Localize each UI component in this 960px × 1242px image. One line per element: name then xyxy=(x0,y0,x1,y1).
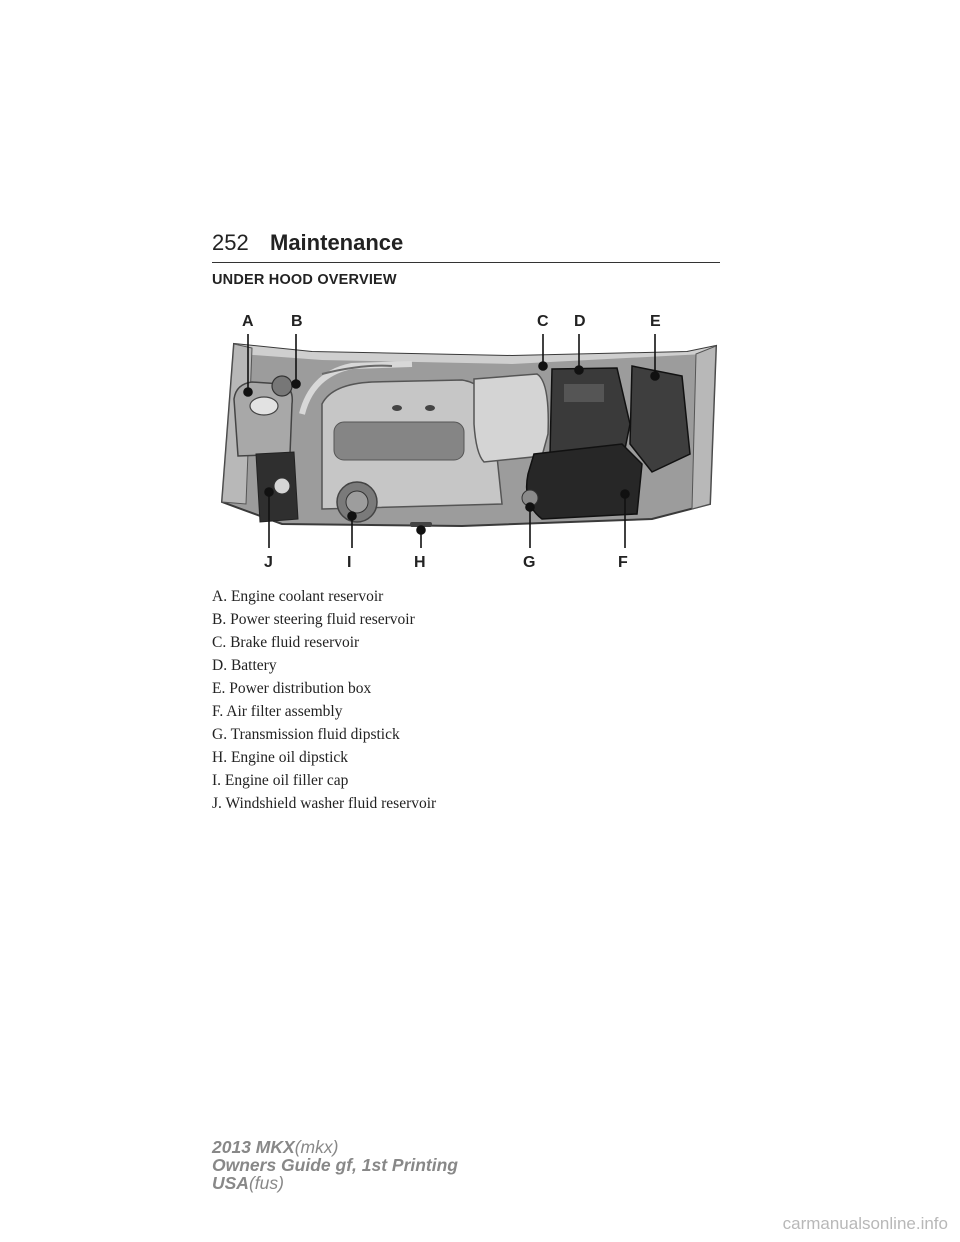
legend-item: F. Air filter assembly xyxy=(212,703,343,720)
legend-item: D. Battery xyxy=(212,657,277,674)
oil-filler-cap-center xyxy=(346,491,368,513)
callout-c: C xyxy=(537,313,549,330)
footer-model: 2013 MKX xyxy=(212,1137,295,1157)
legend-item: E. Power distribution box xyxy=(212,680,372,697)
footer-market-code: (fus) xyxy=(248,1173,284,1193)
footer-edition: Owners Guide gf, 1st Printing xyxy=(212,1155,458,1175)
cover-bolt xyxy=(392,405,402,411)
intake-plenum xyxy=(334,422,464,460)
footer-market: USA xyxy=(212,1173,249,1193)
engine-bay-illustration xyxy=(212,304,728,574)
legend-item: I. Engine oil filler cap xyxy=(212,772,349,789)
callout-e: E xyxy=(650,313,661,330)
legend-item: J. Windshield washer fluid reservoir xyxy=(212,795,437,812)
component-legend xyxy=(212,585,436,815)
page-number: 252 xyxy=(212,230,249,255)
brake-fluid-reservoir xyxy=(474,374,548,462)
legend-item: A. Engine coolant reservoir xyxy=(212,588,384,605)
callout-h: H xyxy=(414,554,426,571)
legend-item: G. Transmission fluid dipstick xyxy=(212,726,400,743)
callout-d: D xyxy=(574,313,586,330)
washer-cap xyxy=(274,478,290,494)
section-heading: UNDER HOOD OVERVIEW xyxy=(212,272,397,288)
footer-line-market xyxy=(212,1174,458,1192)
callout-g: G xyxy=(523,554,536,571)
power-distribution-box xyxy=(630,366,690,472)
watermark: carmanualsonline.info xyxy=(782,1214,948,1233)
callout-j: J xyxy=(264,554,273,571)
legend-item: H. Engine oil dipstick xyxy=(212,749,349,766)
callout-b: B xyxy=(291,313,303,330)
footer-model-code: (mkx) xyxy=(294,1137,339,1157)
right-fender xyxy=(692,346,716,509)
callout-i: I xyxy=(347,554,352,571)
section-title: Maintenance xyxy=(270,230,404,255)
callout-a: A xyxy=(242,313,254,330)
cover-bolt xyxy=(425,405,435,411)
legend-item: C. Brake fluid reservoir xyxy=(212,634,360,651)
battery-terminal-cover xyxy=(564,384,604,402)
coolant-cap xyxy=(250,397,278,415)
footer-line-model xyxy=(212,1138,458,1156)
callout-f: F xyxy=(618,554,628,571)
legend-item: B. Power steering fluid reservoir xyxy=(212,611,415,628)
page-header xyxy=(212,228,720,263)
under-hood-diagram xyxy=(212,304,728,574)
battery xyxy=(550,368,630,454)
document-footer xyxy=(212,1138,458,1192)
power-steering-reservoir xyxy=(272,376,292,396)
